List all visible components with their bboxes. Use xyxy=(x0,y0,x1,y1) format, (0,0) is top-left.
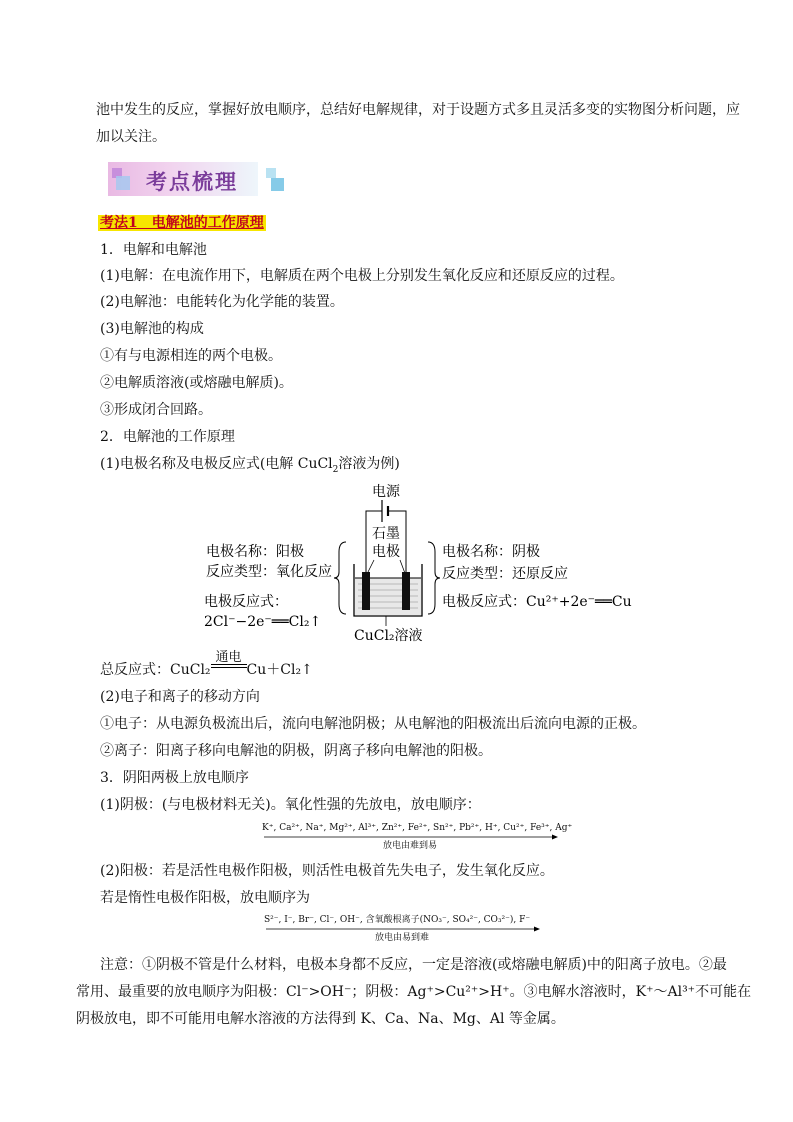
total-reaction xyxy=(100,650,313,680)
anode-name: 电极名称：阳极 xyxy=(206,544,304,560)
anion-sequence xyxy=(264,914,540,944)
s1-p2: (2)电解池：电能转化为化学能的装置。 xyxy=(100,294,344,310)
s2-e1: ①电子：从电源负极流出后，流向电解池阴极；从电解池的阳极流出后流向电源的正极。 xyxy=(100,716,646,732)
right-brace xyxy=(428,542,440,614)
s3-title: 3．阴阳两极上放电顺序 xyxy=(100,770,249,786)
cathode-reaction-type: 反应类型：还原反应 xyxy=(442,566,568,582)
s2-p2: (2)电子和离子的移动方向 xyxy=(100,689,260,705)
cation-sequence-note: 放电由难到易 xyxy=(382,841,437,851)
cation-sequence xyxy=(262,822,573,852)
section-banner xyxy=(108,162,284,196)
note-line-2: 常用、最重要的放电顺序为阳极：Cl⁻>OH⁻；阴极：Ag⁺>Cu²⁺>H⁺。③电解水溶液时，K⁺～Al³⁺不可能在 xyxy=(76,984,752,1000)
cathode-electrode xyxy=(402,572,410,610)
cathode-equation: 电极反应式：Cu²⁺+2e⁻══Cu xyxy=(442,594,632,610)
total-label: 总反应式： xyxy=(100,662,170,678)
s2-p1-pre: (1)电极名称及电极反应式(电解 CuCl xyxy=(100,456,333,472)
graphite-label-2: 电极 xyxy=(372,544,400,560)
left-brace xyxy=(334,542,346,614)
intro-line-1: 池中发生的反应，掌握好放电顺序，总结好电解规律，对于设题方式多且灵活多变的实物图分析问题，应 xyxy=(96,102,740,118)
banner-square-decoration xyxy=(271,178,284,191)
s3-p2: (2)阳极：若是活性电极作阳极，则活性电极首先失电子，发生氧化反应。 xyxy=(100,863,554,879)
solution-label: CuCl₂溶液 xyxy=(354,628,423,644)
s1-c2: ②电解质溶液(或熔融电解质)。 xyxy=(100,375,293,391)
total-product: Cu＋Cl₂↑ xyxy=(246,662,313,678)
banner-square-decoration xyxy=(266,168,276,178)
anode-equation: 2Cl⁻−2e⁻══Cl₂↑ xyxy=(204,614,322,630)
s1-c1: ①有与电源相连的两个电极。 xyxy=(100,348,282,364)
s3-p1: (1)阴极：(与电极材料无关)。氧化性强的先放电，放电顺序： xyxy=(100,797,481,813)
note-line-1: 注意：①阴极不管是什么材料，电极本身都不反应，一定是溶液(或熔融电解质)中的阳离子放电。②最 xyxy=(100,957,727,973)
s2-e2: ②离子：阳离子移向电解池的阴极，阴离子移向电解池的阳极。 xyxy=(100,743,492,759)
anode-electrode xyxy=(362,572,370,610)
anion-sequence-text: S²⁻, I⁻, Br⁻, Cl⁻, OH⁻, 含氧酸根离子(NO₃⁻, SO₄²⁻, CO₃²⁻), F⁻ xyxy=(264,915,531,925)
s1-p1: (1)电解：在电流作用下，电解质在两个电极上分别发生氧化反应和还原反应的过程。 xyxy=(100,268,624,284)
banner-title: 考点梳理 xyxy=(146,170,238,194)
note-line-3: 阴极放电，即不可能用电解水溶液的方法得到 K、Ca、Na、Mg、Al 等金属。 xyxy=(76,1011,565,1027)
s2-p1-sub: 2 xyxy=(332,464,339,475)
anion-sequence-note: 放电由易到难 xyxy=(374,933,429,943)
section-heading-line xyxy=(98,213,266,233)
reaction-condition-arrow xyxy=(211,650,247,680)
total-reactant: CuCl₂ xyxy=(170,662,211,678)
s2-title: 2．电解池的工作原理 xyxy=(100,429,235,445)
reaction-condition: 通电 xyxy=(215,650,242,665)
graphite-label-1: 石墨 xyxy=(372,526,400,542)
anode-reaction-type: 反应类型：氧化反应 xyxy=(206,564,332,580)
cathode-name: 电极名称：阴极 xyxy=(442,544,540,560)
power-label: 电源 xyxy=(372,484,400,500)
s2-p1 xyxy=(100,454,400,480)
s1-c3: ③形成闭合回路。 xyxy=(100,402,212,418)
intro-line-2: 加以关注。 xyxy=(96,129,166,145)
s1-p3: (3)电解池的构成 xyxy=(100,321,204,337)
equals-line-bottom xyxy=(211,667,247,668)
banner-square-decoration xyxy=(116,176,130,190)
electrolysis-diagram xyxy=(196,480,636,645)
s1-title: 1．电解和电解池 xyxy=(100,242,207,258)
section-heading: 考法1 电解池的工作原理 xyxy=(100,215,264,231)
cation-sequence-text: K⁺, Ca²⁺, Na⁺, Mg²⁺, Al³⁺, Zn²⁺, Fe²⁺, Sn²⁺, Pb²⁺, H⁺, Cu²⁺, Fe³⁺, Ag⁺ xyxy=(262,823,573,833)
anode-equation-label: 电极反应式： xyxy=(204,594,288,610)
equals-line-top xyxy=(211,664,247,665)
s3-p3: 若是惰性电极作阳极，放电顺序为 xyxy=(100,890,310,906)
s2-p1-post: 溶液为例) xyxy=(338,456,400,472)
